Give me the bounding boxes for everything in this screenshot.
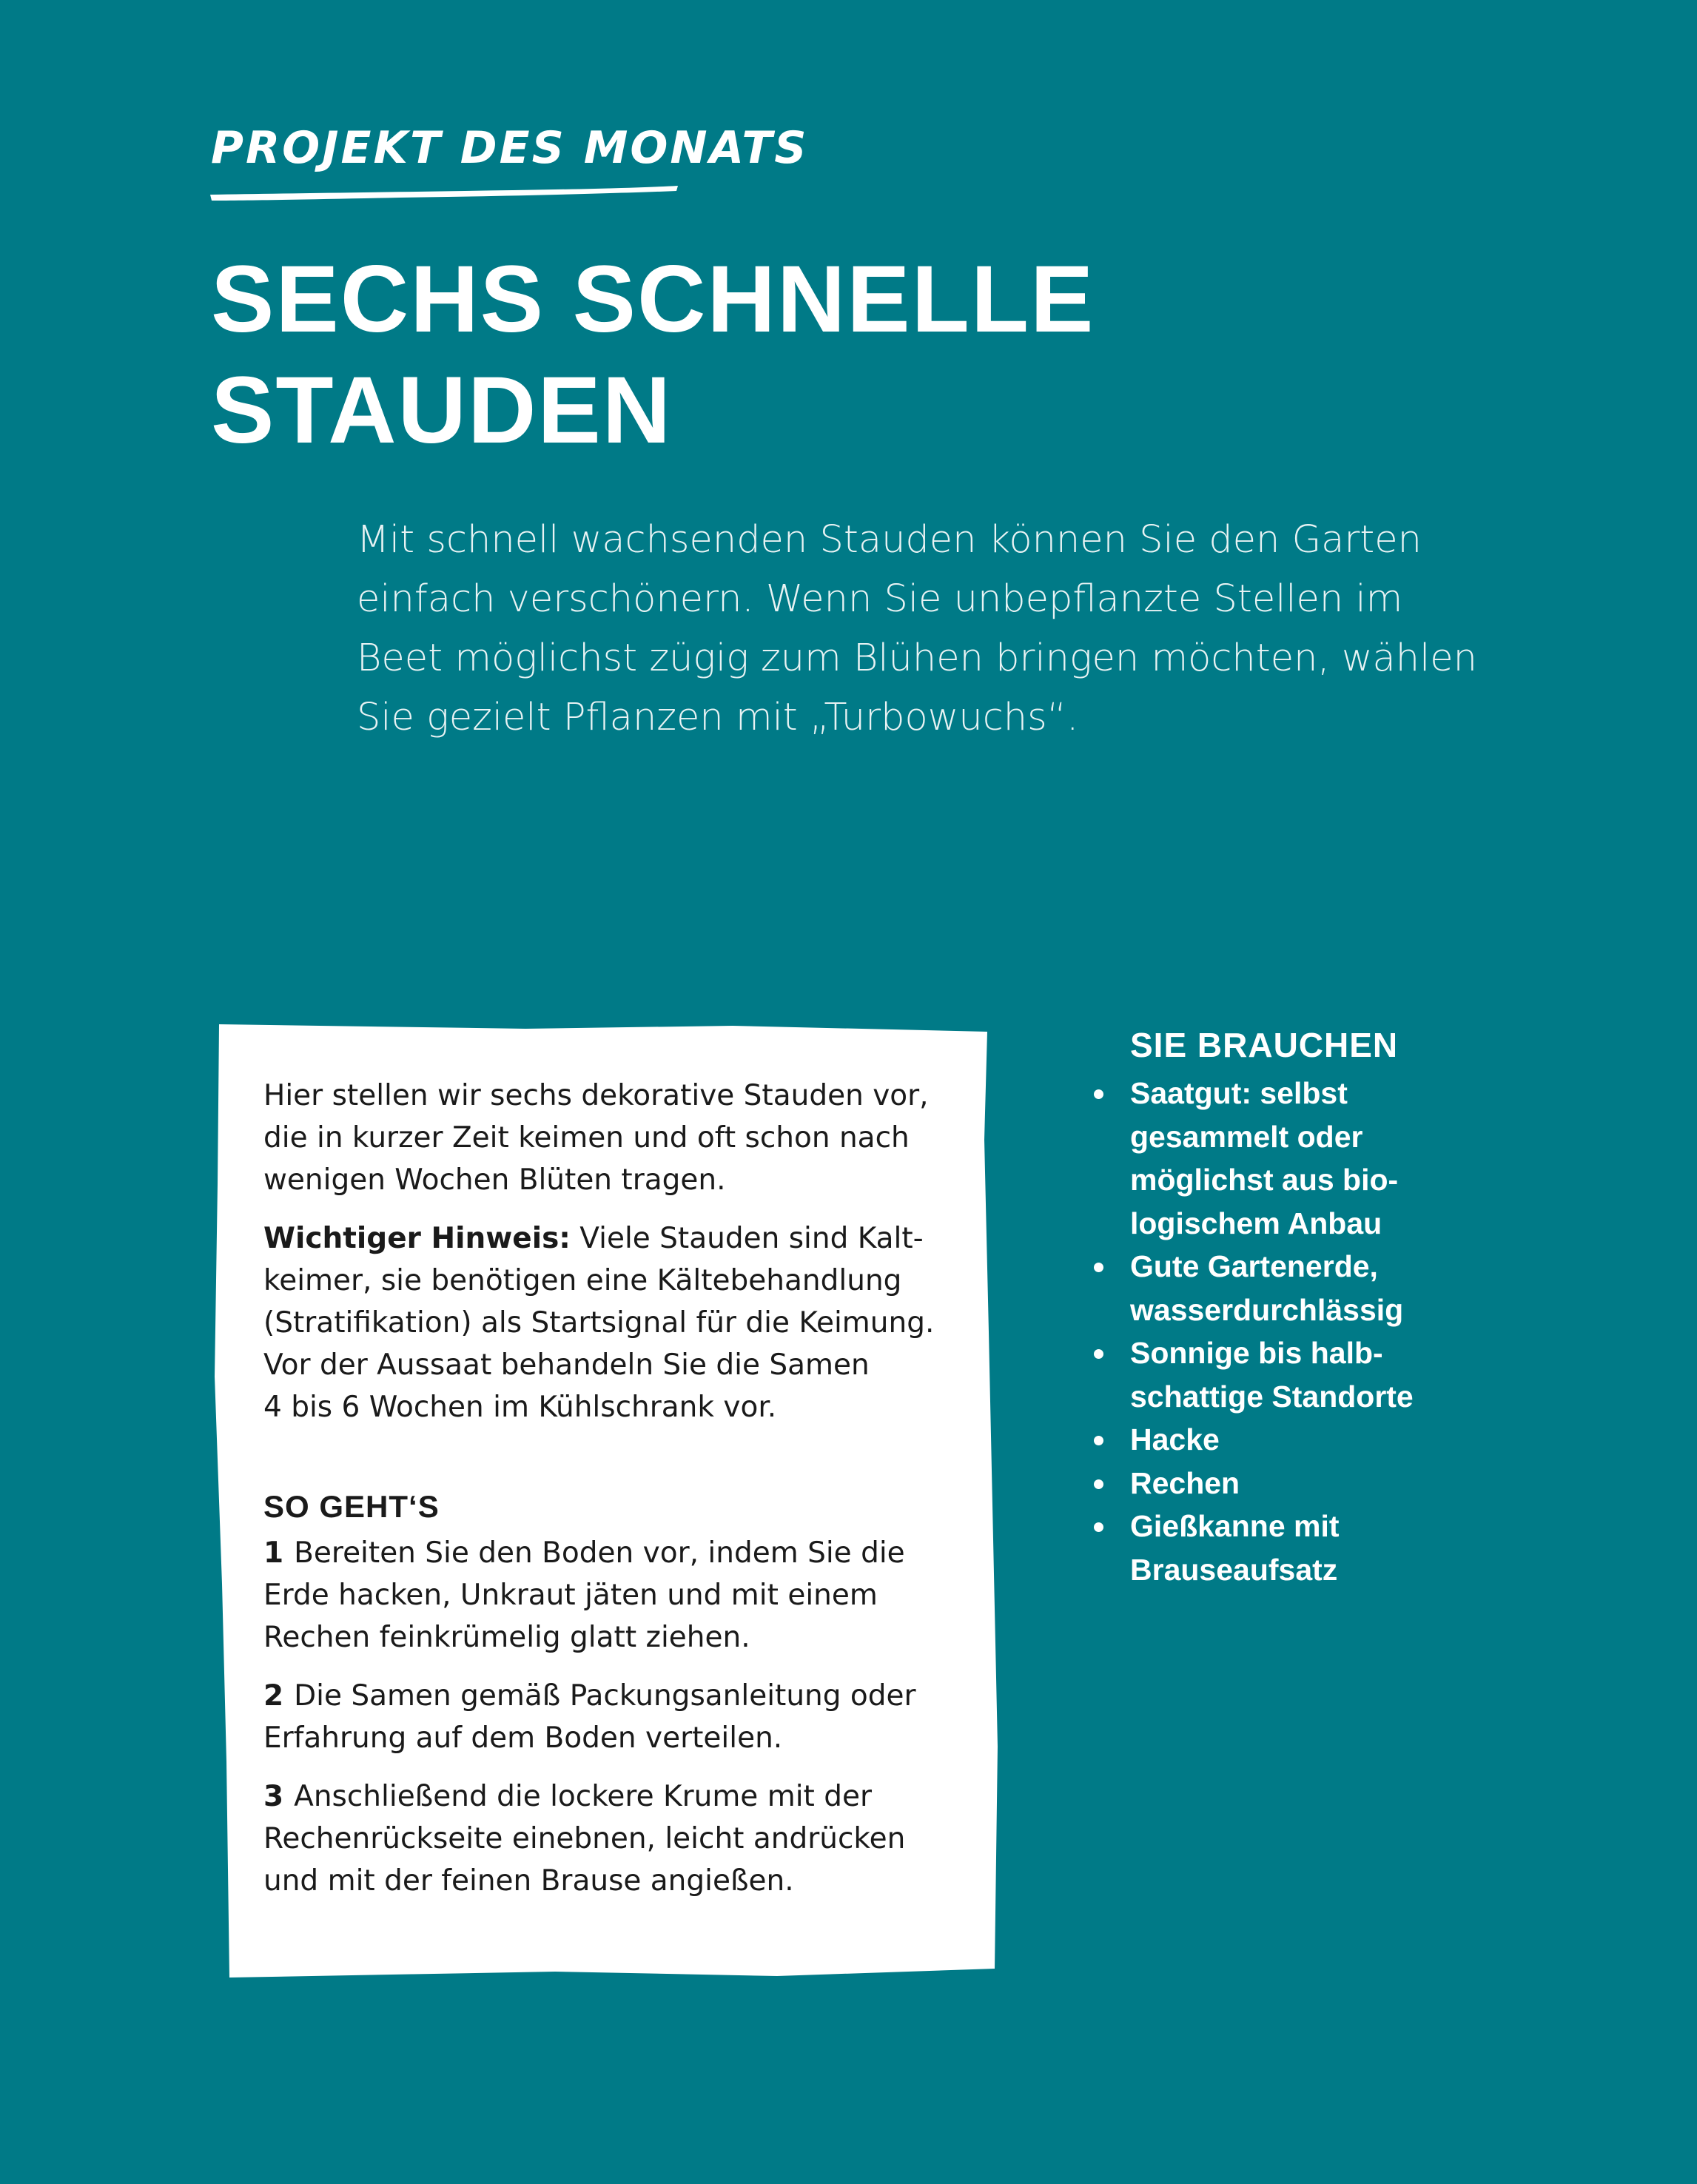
text-line: keimer, sie benötigen eine Kältebehandlung: [263, 1264, 902, 1297]
text-line: Rechen: [1130, 1465, 1240, 1500]
text-line: die in kurzer Zeit keimen und oft schon nach: [263, 1121, 910, 1155]
step-text: Die Samen gemäß Packungsanleitung oder: [294, 1679, 916, 1713]
intro-line: Mit schnell wachsenden Stauden können Sie den Garten: [357, 518, 1422, 562]
list-item: [1088, 1505, 1473, 1591]
text-line: Rechenrückseite einebnen, leicht andrücken: [263, 1822, 906, 1855]
title-line: SECHS SCHNELLE: [211, 246, 1095, 352]
list-item: [1088, 1418, 1473, 1462]
text-line: Gießkanne mit: [1130, 1509, 1340, 1543]
list-item: [1088, 1462, 1473, 1505]
step-item: [263, 1775, 974, 1902]
materials-list: [1088, 1072, 1473, 1591]
text-line: Gute Gartenerde,: [1130, 1249, 1378, 1283]
text-line: Saatgut: selbst: [1130, 1076, 1348, 1110]
list-item: [1088, 1245, 1473, 1331]
step-number: 2: [263, 1679, 284, 1713]
text-line: und mit der feinen Brause angießen.: [263, 1864, 794, 1898]
step-number: 1: [263, 1536, 284, 1570]
materials-heading: SIE BRAUCHEN: [1130, 1026, 1399, 1064]
text-line: Erde hacken, Unkraut jäten und mit einem: [263, 1579, 878, 1612]
text-line: Sonnige bis halb-: [1130, 1336, 1383, 1370]
text-line: [263, 1675, 974, 1717]
materials-sidebar: [1088, 1023, 1473, 1591]
card-content: [263, 1075, 974, 1918]
text-line: [263, 1532, 974, 1574]
text-line: Erfahrung auf dem Boden verteilen.: [263, 1721, 783, 1755]
text-line: schattige Standorte: [1130, 1379, 1414, 1414]
text-line: logischem Anbau: [1130, 1206, 1382, 1240]
text-line: [263, 1775, 974, 1818]
text-line: möglichst aus bio-: [1130, 1163, 1399, 1197]
intro-paragraph: [357, 511, 1477, 747]
text-line: Brauseaufsatz: [1130, 1552, 1338, 1587]
step-item: [263, 1675, 974, 1759]
text-line: gesammelt oder: [1130, 1119, 1363, 1154]
text-line: Hacke: [1130, 1422, 1220, 1456]
important-note: [263, 1217, 974, 1428]
text-line: (Stratifikation) als Startsignal für die Keimung.: [263, 1306, 935, 1340]
list-item: [1088, 1072, 1473, 1245]
intro-line: Sie gezielt Pflanzen mit „Turbowuchs“.: [357, 696, 1079, 739]
kicker-underline: [207, 181, 681, 204]
step-item: [263, 1532, 974, 1659]
text-line: [263, 1217, 974, 1260]
instruction-card: [215, 1021, 999, 1983]
step-text: Bereiten Sie den Boden vor, indem Sie die: [294, 1536, 905, 1570]
note-label: Wichtiger Hinweis:: [263, 1222, 571, 1255]
text-line: wenigen Wochen Blüten tragen.: [263, 1163, 726, 1197]
kicker-label: PROJEKT DES MONATS: [211, 122, 809, 174]
page-title: [211, 244, 1095, 466]
text-line: Vor der Aussaat behandeln Sie die Samen: [263, 1348, 870, 1382]
note-text: Viele Stauden sind Kalt-: [570, 1222, 924, 1255]
title-line: STAUDEN: [211, 357, 673, 463]
step-number: 3: [263, 1780, 284, 1813]
text-line: Hier stellen wir sechs dekorative Stauden vor,: [263, 1079, 929, 1112]
card-intro-paragraph: [263, 1075, 974, 1201]
list-item: [1088, 1331, 1473, 1418]
step-text: Anschließend die lockere Krume mit der: [294, 1780, 872, 1813]
intro-line: einfach verschönern. Wenn Sie unbepflanzte Stellen im: [357, 577, 1403, 621]
intro-line: Beet möglichst zügig zum Blühen bringen möchten, wählen: [357, 636, 1477, 680]
text-line: 4 bis 6 Wochen im Kühlschrank vor.: [263, 1391, 777, 1424]
steps-heading: SO GEHT‘S: [263, 1489, 440, 1524]
text-line: Rechen feinkrümelig glatt ziehen.: [263, 1621, 750, 1654]
text-line: wasserdurchlässig: [1130, 1292, 1404, 1327]
